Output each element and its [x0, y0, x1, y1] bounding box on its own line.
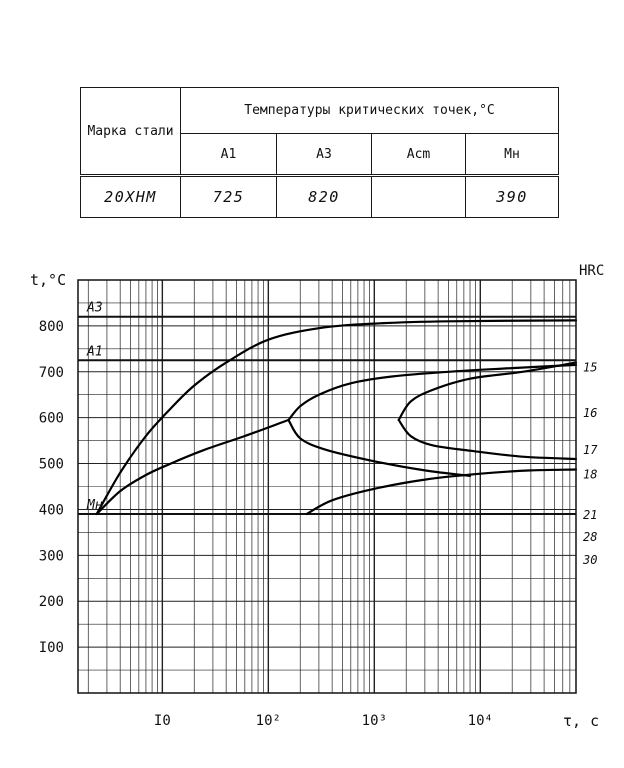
cell-grade: 20ХНМ	[81, 176, 181, 218]
hrc-value: 21	[583, 508, 598, 523]
hrc-axis-label: HRC	[579, 263, 605, 279]
reference-lines	[78, 317, 576, 514]
ref-label-a1: A1	[87, 344, 103, 360]
y-tick-label: 600	[38, 410, 64, 427]
critical-points-table	[80, 87, 559, 218]
cell-a1: 725	[181, 176, 277, 218]
col-a1: A1	[181, 134, 277, 176]
col-mn: Mн	[466, 134, 559, 176]
grade-header	[81, 88, 181, 176]
x-tick-labels	[154, 713, 493, 729]
hrc-labels	[582, 360, 598, 567]
x-tick-label: 10³	[361, 713, 387, 729]
y-tick-label: 300	[38, 548, 64, 565]
ref-label-a3: A3	[87, 300, 103, 316]
y-axis-label: t,°C	[30, 271, 67, 289]
y-tick-label: 400	[38, 502, 64, 519]
hrc-value: 15	[583, 360, 598, 375]
y-tick-labels	[39, 319, 64, 656]
cell-acm	[372, 176, 466, 218]
ttt-diagram	[0, 250, 624, 750]
y-tick-label: 700	[38, 364, 64, 381]
curve-2	[97, 420, 289, 514]
hrc-value: 17	[583, 442, 598, 457]
x-axis-label: τ, c	[563, 712, 600, 730]
curve-7	[307, 470, 576, 515]
grade-header-text: Марка стали	[87, 123, 174, 139]
grid	[78, 280, 576, 693]
col-acm: Acm	[372, 134, 466, 176]
x-tick-label: 10⁴	[467, 713, 493, 729]
y-tick-label: 200	[38, 594, 64, 611]
hrc-value: 18	[583, 467, 598, 482]
hrc-value: 30	[583, 553, 598, 568]
curve-3	[289, 365, 577, 420]
y-tick-label: 800	[38, 318, 64, 335]
y-tick-label: 500	[38, 456, 64, 473]
hrc-value: 28	[583, 530, 598, 545]
y-tick-label: I00	[38, 640, 64, 657]
curve-6	[399, 420, 576, 459]
temperatures-header: Температуры критических точек,°С	[181, 88, 559, 134]
x-tick-label: I0	[153, 713, 171, 729]
hrc-value: 16	[583, 406, 598, 421]
cell-a3: 820	[277, 176, 372, 218]
cell-mn: 390	[466, 176, 559, 218]
x-tick-label: 10²	[255, 713, 281, 729]
ref-label-mн: Mн	[87, 498, 103, 514]
curve-5	[399, 363, 576, 420]
col-a3: A3	[277, 134, 372, 176]
